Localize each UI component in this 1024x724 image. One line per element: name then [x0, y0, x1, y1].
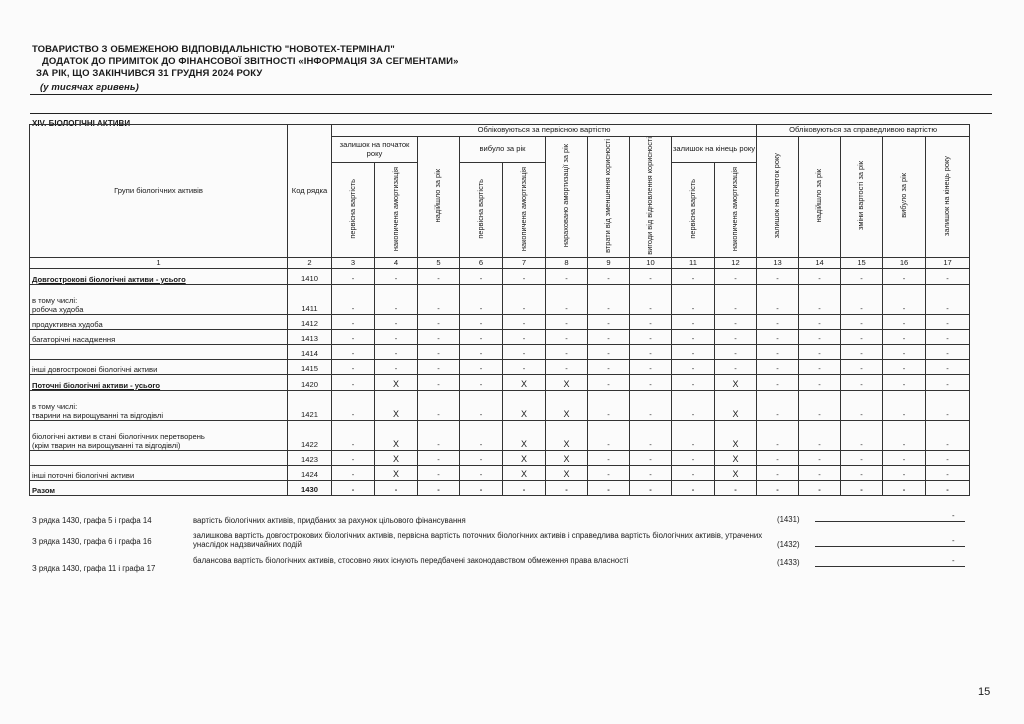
- value-cell: -: [375, 330, 418, 345]
- row-label-cell: [30, 421, 288, 451]
- value-cell: -: [588, 285, 630, 315]
- row-label-cell: [30, 330, 288, 345]
- value-cell: -: [503, 285, 546, 315]
- value-cell: -: [672, 360, 715, 375]
- column-number: 1: [30, 258, 288, 269]
- value-cell: -: [503, 315, 546, 330]
- value-cell: -: [630, 345, 672, 360]
- value-cell: -: [672, 315, 715, 330]
- value-cell: -: [630, 315, 672, 330]
- row-label: в тому числі:: [32, 402, 78, 411]
- row-label: інші поточні біологічні активи: [32, 470, 135, 480]
- value-cell: -: [332, 345, 375, 360]
- note-code: (1432): [777, 540, 800, 549]
- row-label: багаторічні насадження: [32, 334, 116, 344]
- value-cell: -: [588, 481, 630, 496]
- section-rule: [30, 113, 992, 114]
- value-cell: -: [332, 315, 375, 330]
- value-cell: -: [418, 360, 460, 375]
- document-title: ДОДАТОК ДО ПРИМІТОК ДО ФІНАНСОВОЇ ЗВІТНОСТІ «ІНФОРМАЦІЯ ЗА СЕГМЕНТАМИ»: [42, 56, 459, 67]
- value-cell: -: [503, 360, 546, 375]
- fv-balance-start-header: залишок на початок року: [757, 137, 799, 258]
- company-title: ТОВАРИСТВО З ОБМЕЖЕНОЮ ВІДПОВІДАЛЬНІСТЮ "НОВОТЕХ-ТЕРМІНАЛ": [32, 44, 395, 55]
- value-cell: -: [926, 391, 970, 421]
- value-cell: -: [460, 421, 503, 451]
- value-cell: -: [757, 330, 799, 345]
- value-cell: -: [883, 375, 926, 391]
- note-ref: З рядка 1430, графа 6 і графа 16: [32, 537, 152, 546]
- value-cell: -: [799, 285, 841, 315]
- note-line: [815, 566, 965, 567]
- table-row: [30, 375, 970, 391]
- header-row-1: [30, 125, 970, 137]
- value-cell: -: [630, 391, 672, 421]
- row-code: 1430: [288, 481, 332, 496]
- value-cell: -: [375, 285, 418, 315]
- sub-cost-header: первісна вартість: [460, 163, 503, 258]
- value-cell: -: [418, 466, 460, 481]
- note-line: [815, 521, 965, 522]
- column-number: 10: [630, 258, 672, 269]
- sub-cost-header: первісна вартість: [332, 163, 375, 258]
- value-cell: -: [630, 375, 672, 391]
- column-number: 5: [418, 258, 460, 269]
- value-cell: -: [460, 391, 503, 421]
- value-cell: -: [418, 391, 460, 421]
- value-cell: -: [799, 451, 841, 466]
- sub-amort-header: накопичена амортизація: [375, 163, 418, 258]
- value-cell: -: [503, 330, 546, 345]
- value-cell: -: [588, 330, 630, 345]
- value-cell: X: [375, 375, 418, 391]
- value-cell: -: [926, 345, 970, 360]
- value-cell: -: [546, 285, 588, 315]
- value-cell: -: [883, 285, 926, 315]
- value-cell: -: [757, 345, 799, 360]
- row-code: 1421: [288, 391, 332, 421]
- value-cell: -: [332, 481, 375, 496]
- value-cell: -: [503, 481, 546, 496]
- sub-cost-header: первісна вартість: [672, 163, 715, 258]
- value-cell: -: [799, 466, 841, 481]
- value-cell: -: [841, 391, 883, 421]
- value-cell: -: [757, 315, 799, 330]
- value-cell: -: [460, 451, 503, 466]
- column-number: 12: [715, 258, 757, 269]
- value-cell: -: [332, 375, 375, 391]
- column-number: 13: [757, 258, 799, 269]
- value-cell: -: [418, 345, 460, 360]
- value-cell: -: [630, 269, 672, 285]
- value-cell: X: [503, 466, 546, 481]
- value-cell: -: [841, 315, 883, 330]
- value-cell: -: [841, 481, 883, 496]
- table-body: [30, 269, 970, 496]
- value-cell: -: [926, 330, 970, 345]
- group-header: Групи біологічних активів: [30, 125, 288, 258]
- value-cell: -: [715, 315, 757, 330]
- value-cell: X: [546, 466, 588, 481]
- column-number: 15: [841, 258, 883, 269]
- value-cell: -: [375, 481, 418, 496]
- note-code: (1431): [777, 515, 800, 524]
- value-cell: -: [332, 360, 375, 375]
- header-rule: [30, 94, 992, 95]
- row-label-cell: [30, 451, 288, 466]
- value-cell: -: [757, 285, 799, 315]
- value-cell: X: [503, 451, 546, 466]
- note-value: -: [952, 556, 955, 565]
- row-code: 1422: [288, 421, 332, 451]
- value-cell: X: [546, 451, 588, 466]
- row-label-detail: (крім тварин на вирощуванні та відгодівлі): [32, 440, 181, 450]
- value-cell: -: [926, 481, 970, 496]
- column-number: 11: [672, 258, 715, 269]
- value-cell: -: [630, 285, 672, 315]
- table-row: [30, 421, 970, 451]
- value-cell: -: [883, 391, 926, 421]
- row-label-detail: тварини на вирощуванні та відгодівлі: [32, 410, 164, 420]
- balance-end-header: залишок на кінець року: [672, 137, 757, 163]
- value-cell: -: [460, 360, 503, 375]
- value-cell: -: [926, 375, 970, 391]
- value-cell: -: [460, 466, 503, 481]
- note-line: [815, 546, 965, 547]
- value-cell: -: [418, 421, 460, 451]
- value-cell: -: [418, 269, 460, 285]
- value-cell: -: [630, 330, 672, 345]
- value-cell: -: [883, 360, 926, 375]
- sub-amort-header: накопичена амортизація: [503, 163, 546, 258]
- value-cell: -: [841, 285, 883, 315]
- table-row: [30, 360, 970, 375]
- value-cell: -: [715, 330, 757, 345]
- row-label: Довгострокові біологічні активи - усього: [32, 274, 186, 284]
- value-cell: -: [841, 360, 883, 375]
- note-ref: З рядка 1430, графа 5 і графа 14: [32, 516, 152, 525]
- row-label-cell: [30, 360, 288, 375]
- value-cell: -: [546, 269, 588, 285]
- value-cell: -: [799, 391, 841, 421]
- value-cell: -: [375, 360, 418, 375]
- section-title: XIV. БІОЛОГІЧНІ АКТИВИ: [32, 119, 131, 128]
- column-number: 17: [926, 258, 970, 269]
- value-cell: -: [715, 360, 757, 375]
- value-cell: -: [375, 269, 418, 285]
- value-cell: -: [375, 345, 418, 360]
- value-cell: -: [418, 330, 460, 345]
- value-cell: -: [757, 360, 799, 375]
- value-cell: -: [588, 375, 630, 391]
- value-cell: X: [715, 421, 757, 451]
- value-cell: -: [926, 466, 970, 481]
- biological-assets-table: [29, 124, 970, 496]
- value-cell: -: [332, 269, 375, 285]
- note-text: балансова вартість біологічних активів, стосовно яких існують передбачені законодавством обмеження права власності: [193, 556, 629, 565]
- fv-changes-header: зміни вартості за рік: [841, 137, 883, 258]
- table-row: [30, 269, 970, 285]
- disposed-header: вибуло за рік: [460, 137, 546, 163]
- row-label-cell: [30, 481, 288, 496]
- value-cell: -: [546, 481, 588, 496]
- row-code: 1415: [288, 360, 332, 375]
- value-cell: -: [332, 421, 375, 451]
- impairment-loss-header: втрати від зменшення корисності: [588, 137, 630, 258]
- column-number: 16: [883, 258, 926, 269]
- row-label-detail: робоча худоба: [32, 304, 84, 314]
- table-row: [30, 481, 970, 496]
- value-cell: X: [546, 391, 588, 421]
- column-number: 6: [460, 258, 503, 269]
- column-number: 8: [546, 258, 588, 269]
- table-row: [30, 345, 970, 360]
- value-cell: -: [332, 466, 375, 481]
- received-header: надійшло за рік: [418, 137, 460, 258]
- value-cell: -: [883, 451, 926, 466]
- row-label: продуктивна худоба: [32, 319, 103, 329]
- value-cell: X: [715, 466, 757, 481]
- value-cell: -: [883, 421, 926, 451]
- value-cell: -: [757, 421, 799, 451]
- value-cell: X: [375, 466, 418, 481]
- row-label: Поточні біологічні активи - усього: [32, 380, 161, 390]
- value-cell: -: [672, 375, 715, 391]
- note-text: вартість біологічних активів, придбаних за рахунок цільового фінансування: [193, 516, 466, 525]
- value-cell: -: [799, 315, 841, 330]
- value-cell: -: [630, 421, 672, 451]
- value-cell: X: [503, 421, 546, 451]
- table-row: [30, 451, 970, 466]
- value-cell: -: [841, 421, 883, 451]
- value-cell: -: [630, 481, 672, 496]
- value-cell: -: [799, 421, 841, 451]
- value-cell: -: [757, 391, 799, 421]
- row-label-cell: [30, 375, 288, 391]
- value-cell: -: [672, 285, 715, 315]
- value-cell: -: [799, 330, 841, 345]
- row-label: інші довгострокові біологічні активи: [32, 364, 158, 374]
- value-cell: -: [799, 481, 841, 496]
- value-cell: -: [757, 269, 799, 285]
- value-cell: X: [546, 421, 588, 451]
- value-cell: -: [546, 360, 588, 375]
- row-label: в тому числі:: [32, 296, 78, 305]
- value-cell: -: [926, 269, 970, 285]
- value-cell: -: [546, 330, 588, 345]
- value-cell: -: [883, 315, 926, 330]
- column-number: 14: [799, 258, 841, 269]
- note-value: -: [952, 536, 955, 545]
- column-number: 9: [588, 258, 630, 269]
- value-cell: -: [503, 269, 546, 285]
- value-cell: -: [588, 269, 630, 285]
- row-label-cell: [30, 466, 288, 481]
- value-cell: -: [460, 330, 503, 345]
- fv-balance-end-header: залишок на кінець року: [926, 137, 970, 258]
- initial-cost-header: Обліковуються за первісною вартістю: [332, 125, 757, 137]
- column-number: 7: [503, 258, 546, 269]
- value-cell: -: [460, 315, 503, 330]
- value-cell: -: [841, 269, 883, 285]
- row-label-cell: [30, 269, 288, 285]
- row-code: 1410: [288, 269, 332, 285]
- column-number: 4: [375, 258, 418, 269]
- value-cell: -: [672, 451, 715, 466]
- row-code: 1423: [288, 451, 332, 466]
- value-cell: -: [460, 269, 503, 285]
- value-cell: -: [588, 315, 630, 330]
- fair-value-header: Обліковуються за справедливою вартістю: [757, 125, 970, 137]
- value-cell: -: [332, 330, 375, 345]
- value-cell: -: [588, 421, 630, 451]
- value-cell: -: [546, 315, 588, 330]
- value-cell: -: [418, 315, 460, 330]
- table-row: [30, 315, 970, 330]
- value-cell: -: [503, 345, 546, 360]
- value-cell: -: [926, 421, 970, 451]
- value-cell: -: [332, 451, 375, 466]
- value-cell: -: [672, 269, 715, 285]
- value-cell: -: [883, 481, 926, 496]
- value-cell: -: [841, 330, 883, 345]
- value-cell: X: [375, 391, 418, 421]
- code-header: Код рядка: [288, 125, 332, 258]
- row-code: 1413: [288, 330, 332, 345]
- value-cell: -: [588, 360, 630, 375]
- value-cell: X: [375, 421, 418, 451]
- value-cell: -: [757, 375, 799, 391]
- value-cell: -: [588, 391, 630, 421]
- value-cell: -: [672, 345, 715, 360]
- value-cell: -: [926, 451, 970, 466]
- value-cell: -: [460, 375, 503, 391]
- value-cell: -: [630, 451, 672, 466]
- row-label: Разом: [32, 485, 56, 495]
- value-cell: -: [588, 451, 630, 466]
- note-value: -: [952, 511, 955, 520]
- value-cell: -: [757, 451, 799, 466]
- amort-charged-header: нараховано амортизації за рік: [546, 137, 588, 258]
- value-cell: -: [883, 330, 926, 345]
- value-cell: -: [757, 481, 799, 496]
- value-cell: -: [588, 345, 630, 360]
- sub-amort-header: накопичена амортизація: [715, 163, 757, 258]
- value-cell: -: [799, 345, 841, 360]
- value-cell: -: [883, 345, 926, 360]
- value-cell: -: [715, 345, 757, 360]
- row-code: 1412: [288, 315, 332, 330]
- value-cell: -: [546, 345, 588, 360]
- period-title: ЗА РІК, ЩО ЗАКІНЧИВСЯ 31 ГРУДНЯ 2024 РОКУ: [36, 68, 263, 79]
- value-cell: -: [883, 466, 926, 481]
- row-label-cell: [30, 391, 288, 421]
- value-cell: -: [672, 421, 715, 451]
- fv-received-header: надійшло за рік: [799, 137, 841, 258]
- row-label-cell: [30, 315, 288, 330]
- value-cell: -: [799, 375, 841, 391]
- column-number: 2: [288, 258, 332, 269]
- value-cell: -: [332, 285, 375, 315]
- row-code: 1411: [288, 285, 332, 315]
- impairment-gain-header: вигоди від відновлення корисності: [630, 137, 672, 258]
- value-cell: -: [672, 391, 715, 421]
- value-cell: -: [672, 481, 715, 496]
- column-number: 3: [332, 258, 375, 269]
- row-code: 1420: [288, 375, 332, 391]
- row-code: 1414: [288, 345, 332, 360]
- value-cell: -: [672, 466, 715, 481]
- value-cell: X: [546, 375, 588, 391]
- value-cell: -: [672, 330, 715, 345]
- table-row: [30, 391, 970, 421]
- value-cell: -: [715, 481, 757, 496]
- table-row: [30, 285, 970, 315]
- units-note: (у тисячах гривень): [40, 82, 139, 93]
- value-cell: -: [841, 345, 883, 360]
- value-cell: X: [715, 391, 757, 421]
- row-label-cell: [30, 285, 288, 315]
- value-cell: -: [630, 360, 672, 375]
- row-label: біологічні активи в стані біологічних перетворень: [32, 432, 205, 441]
- value-cell: -: [799, 360, 841, 375]
- value-cell: -: [460, 481, 503, 496]
- value-cell: -: [926, 285, 970, 315]
- note-text: залишкова вартість довгострокових біологічних активів, первісна вартість поточних біологічних активів і справедлива вартість біологічних активів, утрачених унаслідок надзвичайних подій: [193, 531, 763, 550]
- value-cell: X: [715, 375, 757, 391]
- value-cell: -: [375, 315, 418, 330]
- value-cell: X: [375, 451, 418, 466]
- row-label-cell: [30, 345, 288, 360]
- value-cell: -: [841, 451, 883, 466]
- value-cell: -: [418, 375, 460, 391]
- value-cell: -: [588, 466, 630, 481]
- value-cell: -: [841, 375, 883, 391]
- row-code: 1424: [288, 466, 332, 481]
- balance-start-header: залишок на початок року: [332, 137, 418, 163]
- value-cell: -: [630, 466, 672, 481]
- value-cell: -: [715, 285, 757, 315]
- value-cell: -: [460, 345, 503, 360]
- value-cell: X: [503, 375, 546, 391]
- value-cell: -: [715, 269, 757, 285]
- value-cell: -: [799, 269, 841, 285]
- value-cell: -: [841, 466, 883, 481]
- table-row: [30, 330, 970, 345]
- value-cell: -: [418, 481, 460, 496]
- value-cell: -: [757, 466, 799, 481]
- value-cell: -: [460, 285, 503, 315]
- value-cell: X: [503, 391, 546, 421]
- value-cell: -: [418, 285, 460, 315]
- value-cell: -: [418, 451, 460, 466]
- fv-disposed-header: вибуло за рік: [883, 137, 926, 258]
- page-number: 15: [978, 686, 991, 698]
- note-code: (1433): [777, 558, 800, 567]
- value-cell: -: [926, 360, 970, 375]
- table-row: [30, 466, 970, 481]
- value-cell: -: [332, 391, 375, 421]
- column-numbers-row: [30, 258, 970, 269]
- value-cell: -: [926, 315, 970, 330]
- value-cell: X: [715, 451, 757, 466]
- note-ref: З рядка 1430, графа 11 і графа 17: [32, 564, 156, 573]
- value-cell: -: [883, 269, 926, 285]
